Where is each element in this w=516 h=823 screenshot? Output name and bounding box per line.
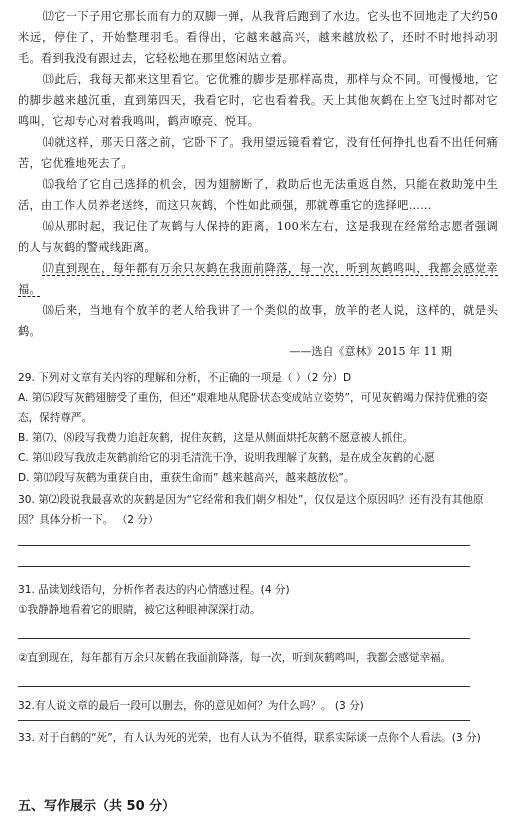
question-32: 32.有人说文章的最后一段可以删去，你的意见如何？为什么吗？。 (3 分) [18, 700, 364, 712]
question-29-option-c: C. 第⑾段写我放走灰鹤前给它的羽毛清洗干净，说明我理解了灰鹤，是在成全灰鹤的心愿 [18, 452, 435, 464]
passage-paragraph-15: ⒂我给了它自己选择的机会，因为翅膀断了，救助后也无法重返自然，只能在救助笼中生活，由工作人员养老送终，而这只灰鹤，个性如此顽强，那就尊重它的选择吧…… [18, 178, 498, 212]
passage-paragraph-17-underlined: ⒄直到现在，每年都有万余只灰鹤在我面前降落，每一次，听到灰鹤鸣叫，我都会感觉幸福。 [18, 262, 498, 296]
answer-line[interactable] [18, 638, 470, 639]
question-31-item-1: ①我静静地看着它的眼睛，被它这种眼神深深打动。 [18, 604, 261, 616]
question-29-option-d: D. 第⑿段写灰鹤为重获自由，重获生命而” 越来越高兴，越来越放松”。 [18, 472, 355, 484]
answer-line[interactable] [18, 566, 470, 567]
passage-paragraph-13: ⒀此后，我每天都来这里看它。它优雅的脚步是那样高贵，那样与众不同。可慢慢地，它的脚步越来越沉重，直到第四天，我看它时，它也看着我。天上其他灰鹤在上空飞过时都对它鸣叫，它却专心对着我鸣叫，鹤声嘹亮、悦耳。 [18, 73, 498, 128]
question-29-option-b: B. 第⑺、⑻段写我费力追赶灰鹤，捉住灰鹤，这是从侧面烘托灰鹤不愿意被人抓住。 [18, 432, 414, 444]
passage-paragraph-14: ⒁就这样，那天日落之前，它卧下了。我用望远镜看着它，没有任何挣扎也看不出任何痛苦，它优雅地死去了。 [18, 136, 498, 170]
question-29-stem: 29. 下列对文章有关内容的理解和分析，不正确的一项是（ ）（2 分）D [18, 372, 352, 384]
answer-line[interactable] [18, 686, 470, 687]
question-33: 33. 对于白鹤的“死”，有人认为死的光荣，也有人认为不值得，联系实际谈一点你个人看法。(3 分) [18, 732, 481, 744]
passage-source: ——选自《意林》2015 年 11 期 [289, 345, 452, 358]
passage-paragraph-12: ⑿它一下子用它那长而有力的双脚一弹，从我背后跑到了水边。它头也不回地走了大约50米远，停住了，开始整理羽毛。看得出，它越来越高兴，越来越放松了，还时不时地抖动羽毛。看到我没有跟过去，它轻松地在那里悠闲站立着。 [18, 10, 498, 65]
question-31-item-2: ②直到现在，每年都有万余只灰鹤在我面前降落，每一次，听到灰鹤鸣叫，我都会感觉幸福。 [18, 652, 452, 664]
passage-paragraph-18: ⒅后来，当地有个放羊的老人给我讲了一个类似的故事，放羊的老人说，这样的，就是头鹤。 [18, 304, 498, 338]
passage-paragraph-16: ⒃从那时起，我记住了灰鹤与人保持的距离，100米左右，这是我现在经常给志愿者强调的人与灰鹤的警戒线距离。 [18, 220, 498, 254]
section-title-writing: 五、写作展示（共 50 分） [18, 799, 176, 814]
answer-line[interactable] [18, 545, 470, 546]
question-30: 30. 第⑵段说我最喜欢的灰鹤是因为“它经常和我们朝夕相处”，仅仅是这个原因吗？还有没有其他原因？具体分析一下。 （2 分） [18, 494, 484, 526]
question-31: 31. 品读划线语句，分析作者表达的内心情感过程。(4 分) [18, 584, 290, 596]
question-29-option-a: A. 第⑸段写灰鹤翅膀受了重伤，但还“艰难地从爬卧状态变成站立姿势”，可见灰鹤竭力保持优雅的姿态，保持尊严。 [18, 392, 488, 424]
answer-line[interactable] [18, 720, 470, 721]
